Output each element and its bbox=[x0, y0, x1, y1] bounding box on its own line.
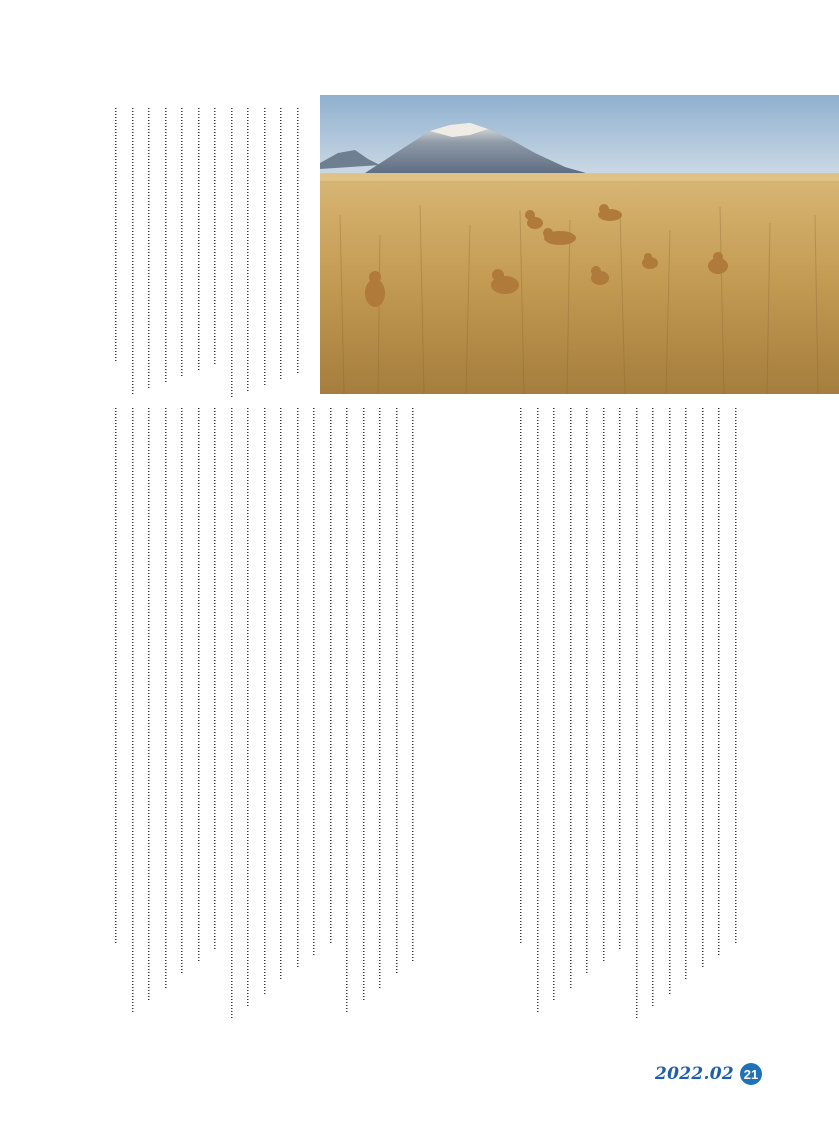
script-line bbox=[515, 408, 526, 945]
script-line bbox=[275, 108, 286, 381]
script-line bbox=[292, 408, 303, 969]
script-line bbox=[581, 408, 592, 975]
script-line bbox=[631, 408, 642, 1018]
script-line bbox=[127, 108, 138, 395]
script-line bbox=[275, 408, 286, 981]
script-line bbox=[391, 408, 402, 975]
script-line bbox=[226, 408, 237, 1018]
text-column-lower-right bbox=[515, 408, 740, 1018]
script-line bbox=[242, 108, 253, 392]
script-line bbox=[358, 408, 369, 1000]
script-line bbox=[127, 408, 138, 1012]
script-line bbox=[259, 408, 270, 994]
script-line bbox=[193, 408, 204, 963]
script-line bbox=[110, 108, 121, 363]
script-line bbox=[341, 408, 352, 1012]
script-line bbox=[647, 408, 658, 1006]
script-line bbox=[176, 108, 187, 378]
script-line bbox=[598, 408, 609, 963]
script-line bbox=[242, 408, 253, 1006]
script-line bbox=[308, 408, 319, 957]
script-line bbox=[292, 108, 303, 375]
script-line bbox=[532, 408, 543, 1012]
script-line bbox=[209, 408, 220, 951]
script-line bbox=[374, 408, 385, 988]
script-line bbox=[730, 408, 741, 945]
issue-number: 2022.02 bbox=[655, 1064, 734, 1084]
lions-savanna-photo bbox=[320, 95, 839, 394]
script-line bbox=[565, 408, 576, 988]
script-line bbox=[160, 108, 171, 384]
script-line bbox=[143, 108, 154, 389]
script-line bbox=[209, 108, 220, 366]
script-line bbox=[548, 408, 559, 1000]
script-line bbox=[259, 108, 270, 386]
script-line bbox=[143, 408, 154, 1000]
script-line bbox=[664, 408, 675, 994]
page-folio bbox=[655, 1060, 762, 1088]
script-line bbox=[407, 408, 418, 963]
page-number-badge: 21 bbox=[740, 1063, 762, 1085]
script-line bbox=[160, 408, 171, 988]
script-line bbox=[697, 408, 708, 969]
script-line bbox=[226, 108, 237, 398]
text-column-upper-left bbox=[110, 108, 310, 398]
script-line bbox=[110, 408, 121, 945]
script-line bbox=[680, 408, 691, 981]
script-line bbox=[713, 408, 724, 957]
script-line bbox=[325, 408, 336, 945]
script-line bbox=[614, 408, 625, 951]
text-column-lower-left-body bbox=[110, 408, 425, 1018]
script-line bbox=[193, 108, 204, 372]
script-line bbox=[176, 408, 187, 975]
